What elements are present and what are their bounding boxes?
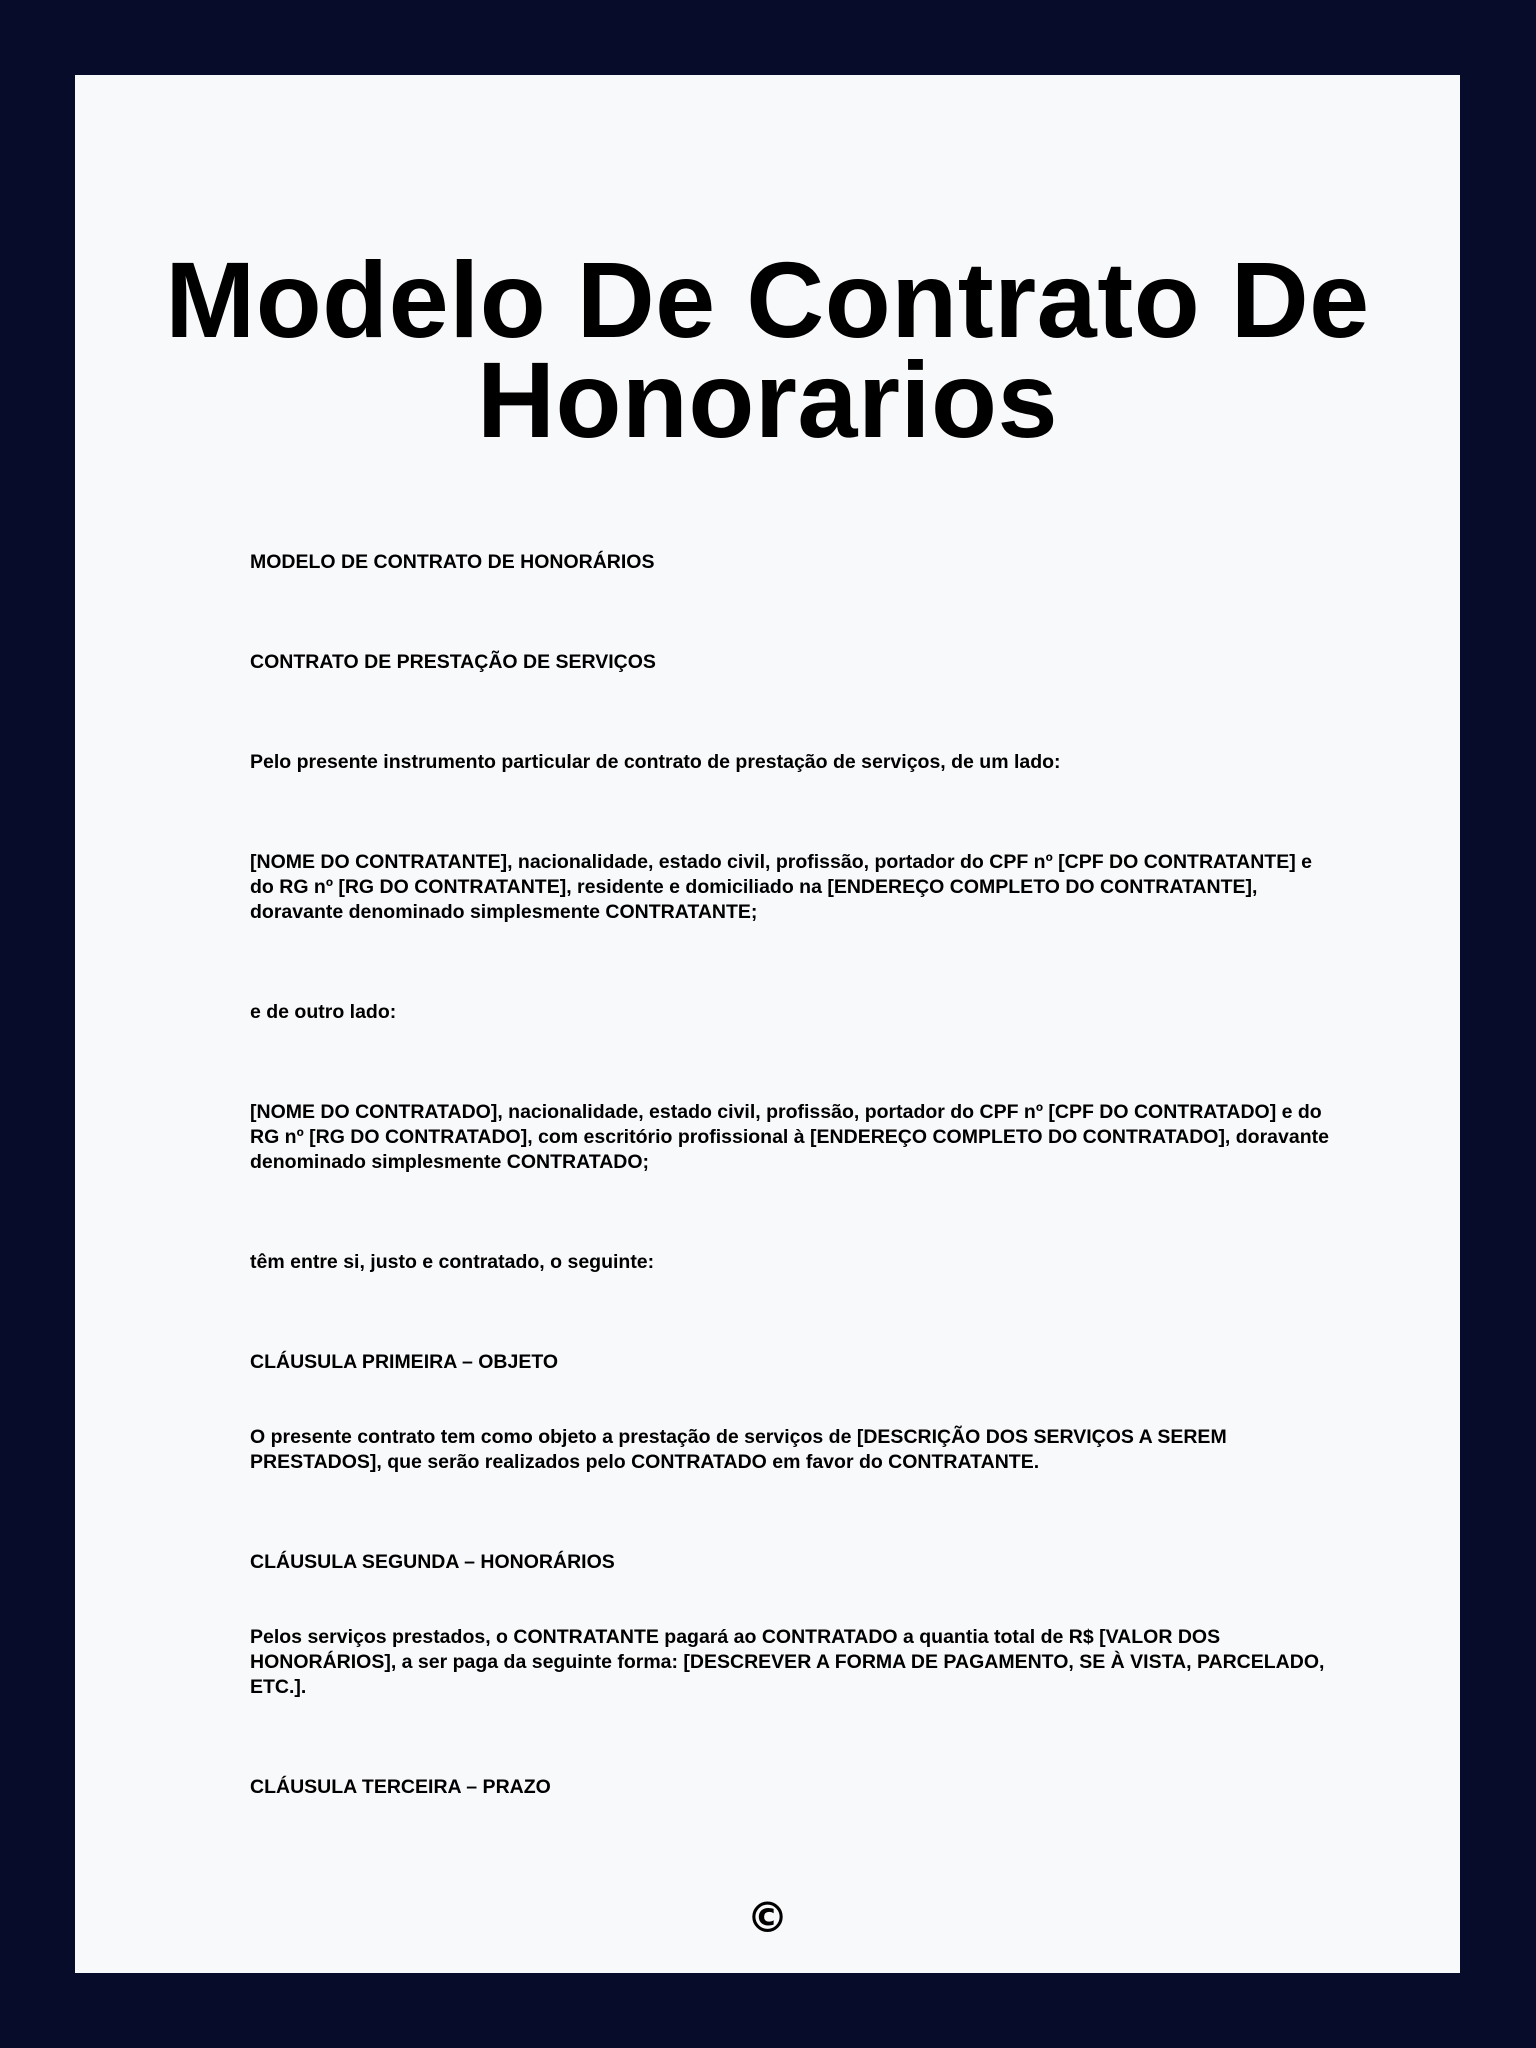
paragraph-contratante: [NOME DO CONTRATANTE], nacionalidade, estado civil, profissão, portador do CPF nº [CPF DO CONTRATANTE] e do RG nº [RG DO CONTRATANTE], residente e domiciliado na [ENDEREÇO COMPLETO DO CONTRATANTE], doravante denominado simplesmente CONTRATANTE; xyxy=(250,851,1312,923)
document-page xyxy=(75,75,1460,1973)
document-heading: MODELO DE CONTRATO DE HONORÁRIOS xyxy=(250,551,655,573)
clause-heading-objeto: CLÁUSULA PRIMEIRA – OBJETO xyxy=(250,1351,559,1373)
clause-heading-prazo: CLÁUSULA TERCEIRA – PRAZO xyxy=(250,1776,551,1798)
paragraph-contratado: [NOME DO CONTRATADO], nacionalidade, estado civil, profissão, portador do CPF nº [CPF DO CONTRATADO] e do RG nº [RG DO CONTRATADO], com escritório profissional à [ENDEREÇO COMPLETO DO CONTRATADO], doravante denominado simplesmente CONTRATADO; xyxy=(250,1101,1329,1173)
paragraph-outro-lado: e de outro lado: xyxy=(250,1001,397,1023)
copyright-icon: © xyxy=(746,1893,789,1942)
paragraph-intro: Pelo presente instrumento particular de contrato de prestação de serviços, de um lado: xyxy=(250,751,1061,773)
clause-body-objeto: O presente contrato tem como objeto a prestação de serviços de [DESCRIÇÃO DOS SERVIÇOS A SEREM PRESTADOS], que serão realizados pelo CONTRATADO em favor do CONTRATANTE. xyxy=(250,1426,1227,1473)
clause-heading-honorarios: CLÁUSULA SEGUNDA – HONORÁRIOS xyxy=(250,1551,615,1573)
clause-body-honorarios: Pelos serviços prestados, o CONTRATANTE pagará ao CONTRATADO a quantia total de R$ [VALOR DOS HONORÁRIOS], a ser paga da seguinte forma: [DESCREVER A FORMA DE PAGAMENTO, SE À VISTA, PARCELADO, ETC.]. xyxy=(250,1626,1325,1698)
paragraph-acordo: têm entre si, justo e contratado, o seguinte: xyxy=(250,1251,655,1273)
contract-subtitle: CONTRATO DE PRESTAÇÃO DE SERVIÇOS xyxy=(250,651,656,673)
page-title: Modelo De Contrato De Honorarios xyxy=(165,239,1370,460)
